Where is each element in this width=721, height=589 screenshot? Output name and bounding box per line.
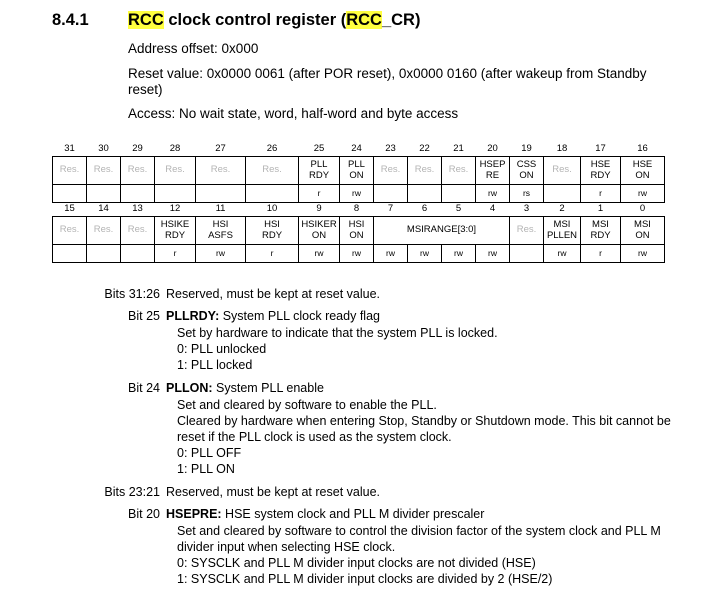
field-name-row [53,217,665,245]
bit-number: 10 [266,203,278,215]
description-line: divider input when selecting HSE clock. [177,540,396,554]
bit-number: 8 [353,203,360,215]
field-name-row [53,157,665,185]
bit-number: 19 [521,143,532,155]
register-bitmap-table [52,143,665,263]
bit-title [166,287,380,303]
description-line: Set by hardware to indicate that the system PLL is locked. [177,326,498,340]
bit-title-text: System PLL clock ready flag [219,309,380,323]
access-type: r [155,245,196,263]
bit-number: 13 [132,203,143,215]
description-line: Set and cleared by software to control the division factor of the system clock and PLL M [177,524,661,538]
field-mnemonic: PLLRDY: [166,309,220,323]
bit-number: 30 [98,143,109,155]
field-name: MSI RDY [581,217,621,245]
access-type-row [53,185,665,203]
bit-title-text: Reserved, must be kept at reset value. [166,485,380,499]
title-part: RCC [128,11,164,29]
description-line: 0: PLL unlocked [177,342,267,356]
access-type: rw [408,245,442,263]
description-line: 0: SYSCLK and PLL M divider input clocks are not divided (HSE) [177,556,536,570]
bit-number: 7 [387,203,394,215]
bit-number: 26 [266,143,278,155]
field-name: MSIRANGE[3:0] [374,217,510,245]
bit-number-row [53,143,665,157]
field-name: HSEP RE [476,157,510,185]
access-type [374,185,408,203]
section-number: 8.4.1 [52,11,89,29]
bit-number: 6 [421,203,428,215]
access-type: r [581,245,621,263]
access-type: rw [476,185,510,203]
reserved-field: Res. [544,157,581,185]
reserved-field: Res. [196,157,246,185]
bit-title-text: System PLL enable [212,381,324,395]
reserved-field: Res. [121,157,155,185]
access-type: rw [621,245,665,263]
reserved-field: Res. [87,157,121,185]
bit-number: 0 [639,203,646,215]
bit-number: 28 [169,143,181,155]
reserved-field: Res. [87,217,121,245]
section-heading [52,11,420,30]
access-type: rw [340,185,374,203]
bit-label: Bit 20 [128,507,160,521]
bit-number: 20 [487,143,498,155]
bit-label: Bit 24 [128,381,160,395]
description-line: 0: PLL OFF [177,446,242,460]
field-name: HSIKE RDY [155,217,196,245]
bit-number: 24 [351,143,362,155]
access-type-row [53,245,665,263]
bit-number: 22 [419,143,430,155]
description-line: 1: PLL ON [177,462,235,476]
title-part: RCC [346,11,382,29]
description-line: Set and cleared by software to enable the PLL. [177,398,437,412]
reset-value: Reset value: 0x0000 0061 (after POR reset), 0x0000 0160 (after wakeup from Standby reset) [128,66,647,97]
bit-number: 17 [595,143,606,155]
bit-title [166,381,324,397]
description-line: 1: SYSCLK and PLL M divider input clocks are divided by 2 (HSE/2) [177,572,553,586]
field-mnemonic: HSEPRE: [166,507,222,521]
field-name: HSE RDY [581,157,621,185]
access-type: r [581,185,621,203]
bit-number: 16 [637,143,648,155]
bit-title [166,485,380,501]
reserved-field: Res. [53,157,87,185]
title-part: clock control register ( [163,11,347,29]
bit-title [166,309,380,325]
bit-number: 12 [169,203,181,215]
access-type [121,245,155,263]
access-type [121,185,155,203]
access-type: r [246,245,299,263]
bit-number: 23 [385,143,396,155]
description-line: Cleared by hardware when entering Stop, Standby or Shutdown mode. This bit cannot be [177,414,671,428]
description-line: reset if the PLL clock is used as the system clock. [177,430,452,444]
reserved-field: Res. [374,157,408,185]
access-type [196,185,246,203]
access-type [87,245,121,263]
bit-number: 2 [559,203,565,215]
field-name: HSIKER ON [299,217,340,245]
field-name: HSI ASFS [196,217,246,245]
access-type: rw [476,245,510,263]
field-name: CSS ON [510,157,544,185]
bit-number-row [53,203,665,217]
field-name: HSE ON [621,157,665,185]
access-type: rw [621,185,665,203]
address-offset: Address offset: 0x000 [128,41,259,56]
access-type [510,245,544,263]
reserved-field: Res. [53,217,87,245]
access-type: rw [340,245,374,263]
bit-number: 4 [489,203,496,215]
field-name: MSI PLLEN [544,217,581,245]
bit-number: 15 [64,203,75,215]
bit-number: 31 [64,143,75,155]
access-type [408,185,442,203]
description-line: 1: PLL locked [177,358,253,372]
field-name: PLL ON [340,157,374,185]
reserved-field: Res. [121,217,155,245]
bit-label: Bits 31:26 [104,287,160,301]
bit-number: 11 [215,203,226,215]
access-type [246,185,299,203]
bit-number: 1 [597,203,604,215]
access-type [87,185,121,203]
bit-number: 18 [556,143,568,155]
bit-title [166,507,484,523]
access-type [544,185,581,203]
bit-title-text: Reserved, must be kept at reset value. [166,287,380,301]
access-type [155,185,196,203]
field-name: PLL RDY [299,157,340,185]
bit-number: 21 [453,143,464,155]
field-name: HSI ON [340,217,374,245]
access-type: rw [442,245,476,263]
field-name: HSI RDY [246,217,299,245]
bit-number: 29 [132,143,143,155]
bit-label: Bit 25 [128,309,160,323]
access-type: rw [544,245,581,263]
register-title [128,11,420,29]
bit-number: 5 [455,203,462,215]
reserved-field: Res. [442,157,476,185]
access-type [53,245,87,263]
access-type [442,185,476,203]
bit-title-text: HSE system clock and PLL M divider prescaler [221,507,485,521]
bit-number: 9 [316,203,322,215]
reserved-field: Res. [510,217,544,245]
bit-number: 25 [313,143,325,155]
bit-number: 14 [98,203,109,215]
access-type: rw [196,245,246,263]
reserved-field: Res. [155,157,196,185]
reserved-field: Res. [246,157,299,185]
field-name: MSI ON [621,217,665,245]
access-info: Access: No wait state, word, half-word and byte access [128,106,459,121]
bit-number: 27 [215,143,226,155]
bit-number: 3 [523,203,530,215]
title-part: _CR) [381,11,421,29]
access-type: rw [299,245,340,263]
access-type [53,185,87,203]
access-type: rw [374,245,408,263]
access-type: rs [510,185,544,203]
access-type: r [299,185,340,203]
bit-label: Bits 23:21 [104,485,160,499]
reserved-field: Res. [408,157,442,185]
field-mnemonic: PLLON: [166,381,213,395]
